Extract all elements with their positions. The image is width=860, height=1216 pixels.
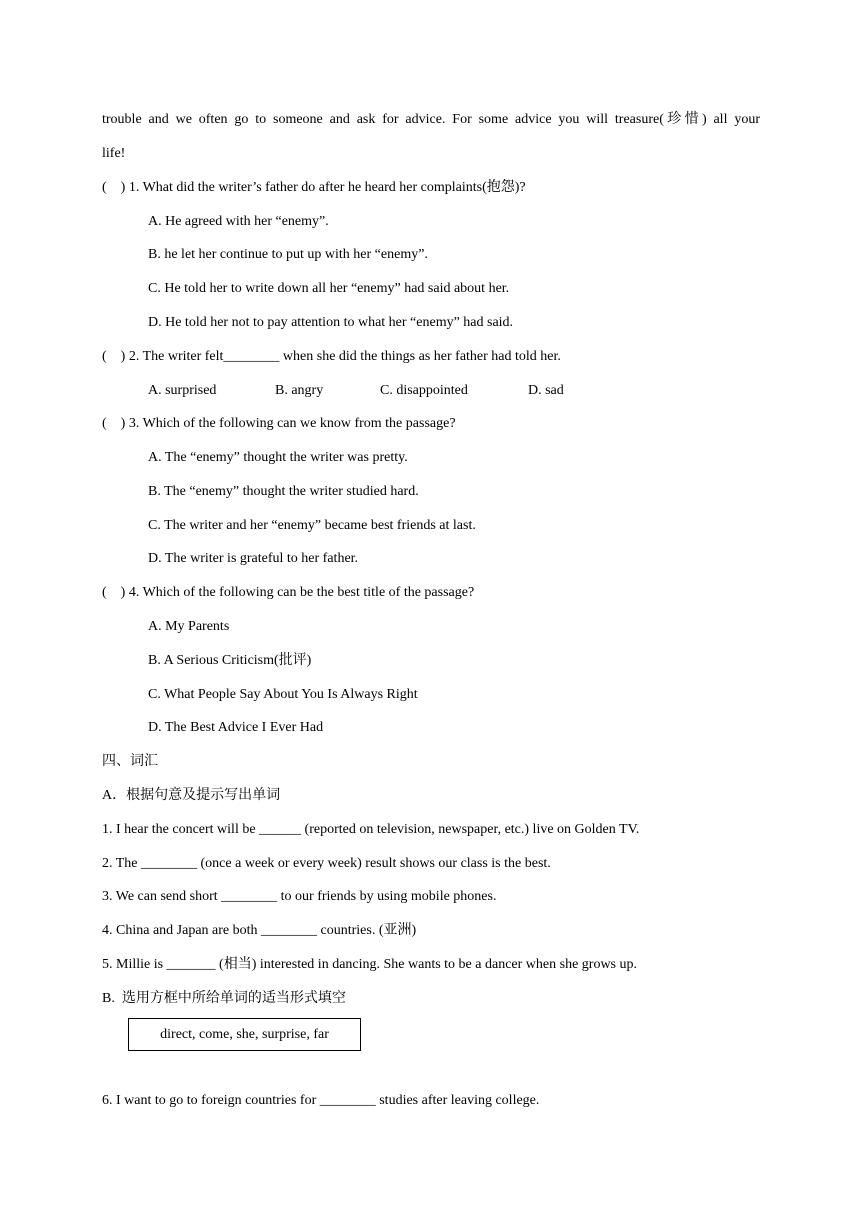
section-heading: 四、词汇 bbox=[102, 754, 158, 769]
vocab-item: 1. I hear the concert will be ______ (reported on television, newspaper, etc.) live on Golden TV. bbox=[102, 822, 640, 837]
word-box bbox=[128, 1018, 361, 1051]
answer-option: D. The writer is grateful to her father. bbox=[148, 551, 359, 566]
question-stem: ( ) 3. Which of the following can we know from the passage? bbox=[102, 416, 456, 431]
answer-option: C. He told her to write down all her “enemy” had said about her. bbox=[148, 281, 510, 296]
vocab-item: 6. I want to go to foreign countries for ________ studies after leaving college. bbox=[102, 1093, 540, 1108]
vocab-item: 4. China and Japan are both ________ countries. (亚洲) bbox=[102, 923, 417, 938]
passage-line: trouble and we often go to someone and ask for advice. For some advice you will treasure(珍惜) all your bbox=[102, 112, 760, 127]
vocab-item: 5. Millie is _______ (相当) interested in dancing. She wants to be a dancer when she grows up. bbox=[102, 957, 638, 972]
answer-option: C. The writer and her “enemy” became best friends at last. bbox=[148, 518, 476, 533]
passage-line: life! bbox=[102, 146, 126, 161]
question-stem: ( ) 1. What did the writer’s father do after he heard her complaints(抱怨)? bbox=[102, 180, 526, 195]
question-stem: ( ) 4. Which of the following can be the best title of the passage? bbox=[102, 585, 475, 600]
answer-option: B. he let her continue to put up with her “enemy”. bbox=[148, 247, 428, 262]
answer-option: A. The “enemy” thought the writer was pretty. bbox=[148, 450, 408, 465]
answer-option: D. He told her not to pay attention to what her “enemy” had said. bbox=[148, 315, 514, 330]
answer-option: B. angry bbox=[275, 383, 324, 398]
answer-option: C. disappointed bbox=[380, 383, 468, 398]
answer-options-row bbox=[148, 383, 748, 399]
answer-option: A. My Parents bbox=[148, 619, 230, 634]
word-box-text: direct, come, she, surprise, far bbox=[160, 1027, 329, 1042]
answer-option: A. surprised bbox=[148, 383, 217, 398]
answer-option: D. sad bbox=[528, 383, 564, 398]
subsection-heading: A．根据句意及提示写出单词 bbox=[102, 788, 281, 803]
vocab-item: 3. We can send short ________ to our friends by using mobile phones. bbox=[102, 889, 497, 904]
answer-option: B. The “enemy” thought the writer studied hard. bbox=[148, 484, 419, 499]
answer-option: B. A Serious Criticism(批评) bbox=[148, 653, 312, 668]
answer-option: A. He agreed with her “enemy”. bbox=[148, 214, 329, 229]
answer-option: D. The Best Advice I Ever Had bbox=[148, 720, 324, 735]
answer-option: C. What People Say About You Is Always Right bbox=[148, 687, 418, 702]
vocab-item: 2. The ________ (once a week or every week) result shows our class is the best. bbox=[102, 856, 551, 871]
question-stem: ( ) 2. The writer felt________ when she did the things as her father had told her. bbox=[102, 349, 561, 364]
subsection-heading: B. 选用方框中所给单词的适当形式填空 bbox=[102, 991, 346, 1006]
